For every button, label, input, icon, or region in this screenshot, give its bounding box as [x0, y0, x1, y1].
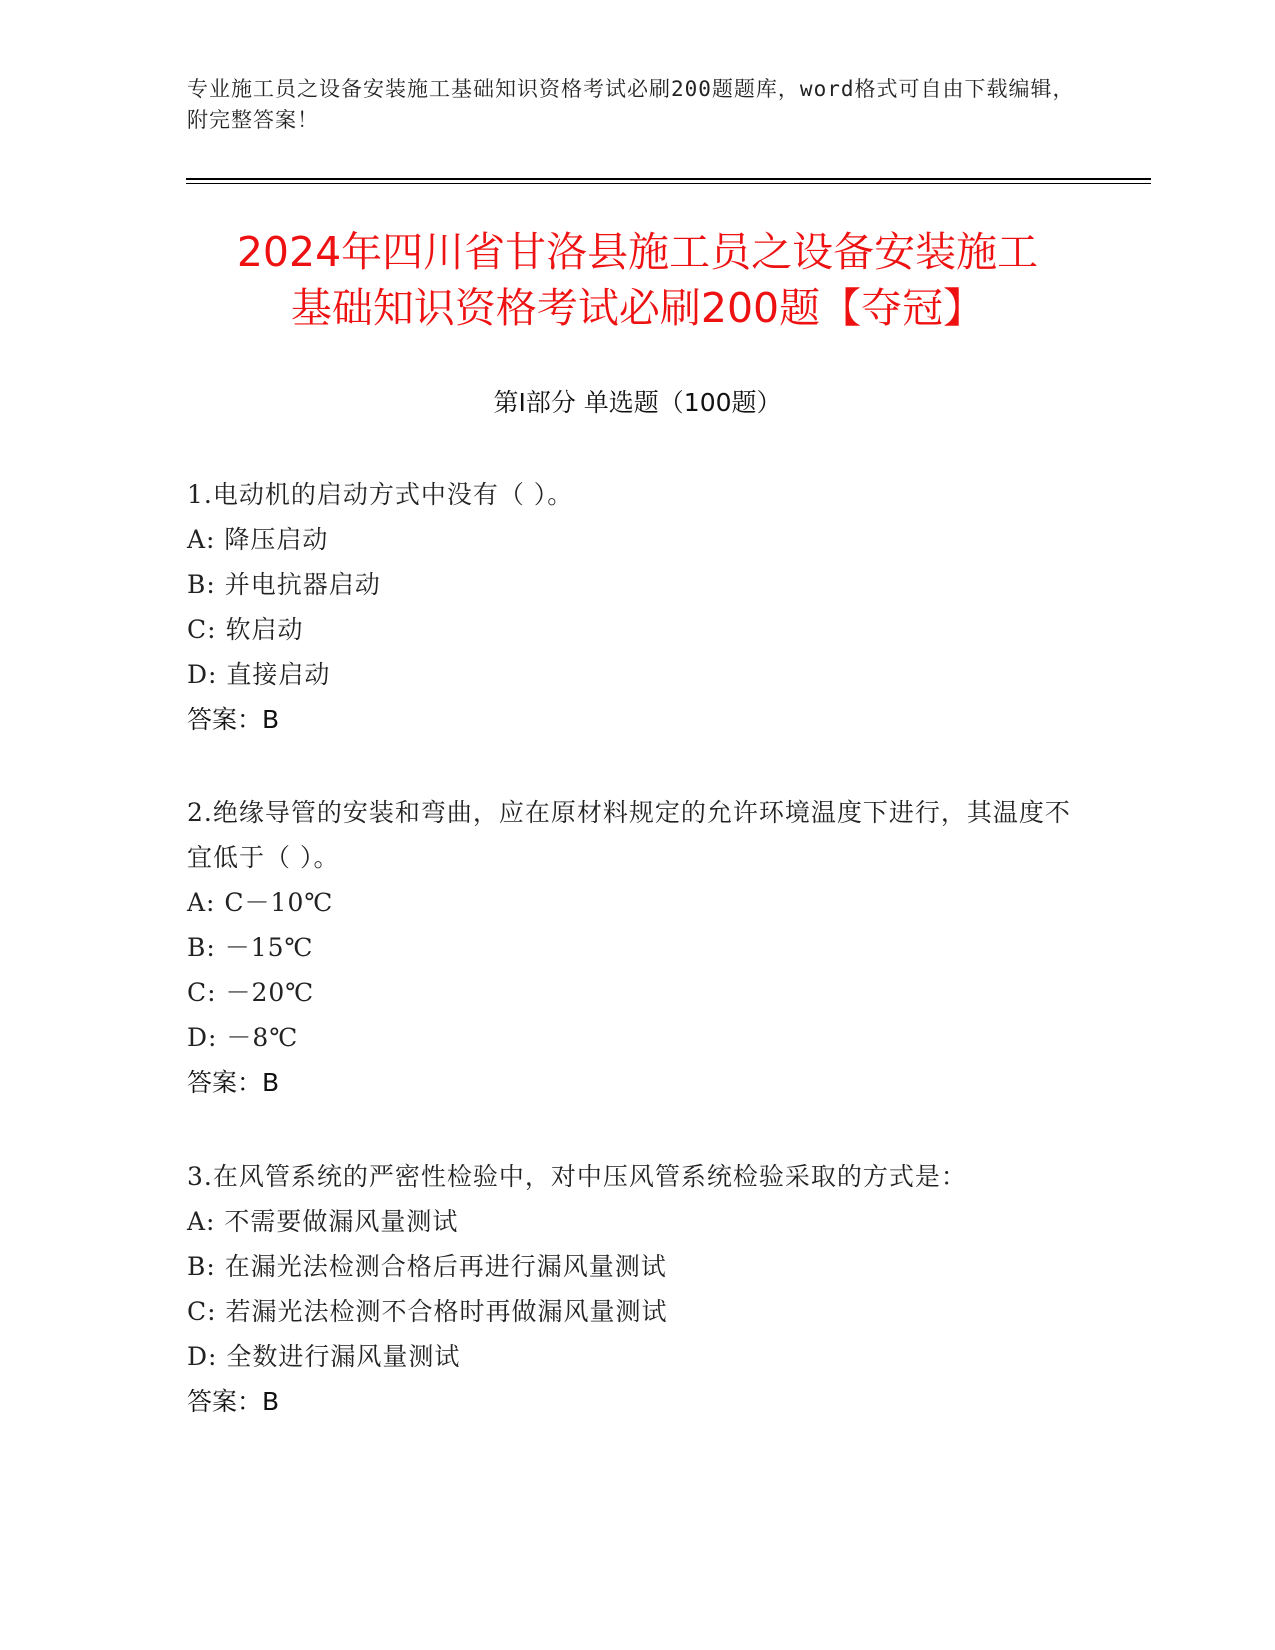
question-1: [187, 472, 1087, 742]
question-2: [187, 790, 1087, 1105]
option-a: A: 不需要做漏风量测试: [187, 1207, 459, 1236]
option-d: D: －8℃: [187, 1023, 299, 1052]
section-title: 第Ⅰ部分 单选题（100题）: [493, 388, 782, 417]
option-b: B: 并电抗器启动: [187, 570, 381, 599]
option-c: C: 软启动: [187, 615, 304, 644]
option-d: D: 全数进行漏风量测试: [187, 1342, 461, 1371]
answer: 答案：B: [187, 1387, 280, 1416]
question-stem: 2.绝缘导管的安装和弯曲，应在原材料规定的允许环境温度下进行，其温度不宜低于（ ）。: [187, 798, 1071, 872]
option-c: C: －20℃: [187, 978, 315, 1007]
option-d: D: 直接启动: [187, 660, 331, 689]
option-c: C: 若漏光法检测不合格时再做漏风量测试: [187, 1297, 668, 1326]
header-note: 专业施工员之设备安装施工基础知识资格考试必刷200题题库，word格式可自由下载编辑，附完整答案！: [187, 77, 1075, 132]
title-line-2: 基础知识资格考试必刷200题【夺冠】: [290, 284, 985, 332]
question-3: [187, 1154, 1087, 1424]
answer: 答案：B: [187, 705, 280, 734]
header-divider-thin: [186, 183, 1151, 184]
option-b: B: 在漏光法检测合格后再进行漏风量测试: [187, 1252, 667, 1281]
question-stem: 1.电动机的启动方式中没有（ ）。: [187, 480, 574, 509]
answer: 答案：B: [187, 1068, 280, 1097]
header-divider-thick: [186, 178, 1151, 180]
option-b: B: －15℃: [187, 933, 314, 962]
title-line-1: 2024年四川省甘洛县施工员之设备安装施工: [236, 228, 1039, 276]
option-a: A: 降压启动: [187, 525, 329, 554]
question-stem: 3.在风管系统的严密性检验中，对中压风管系统检验采取的方式是：: [187, 1162, 967, 1191]
option-a: A: C－10℃: [187, 888, 334, 917]
document-title: [150, 224, 1125, 336]
